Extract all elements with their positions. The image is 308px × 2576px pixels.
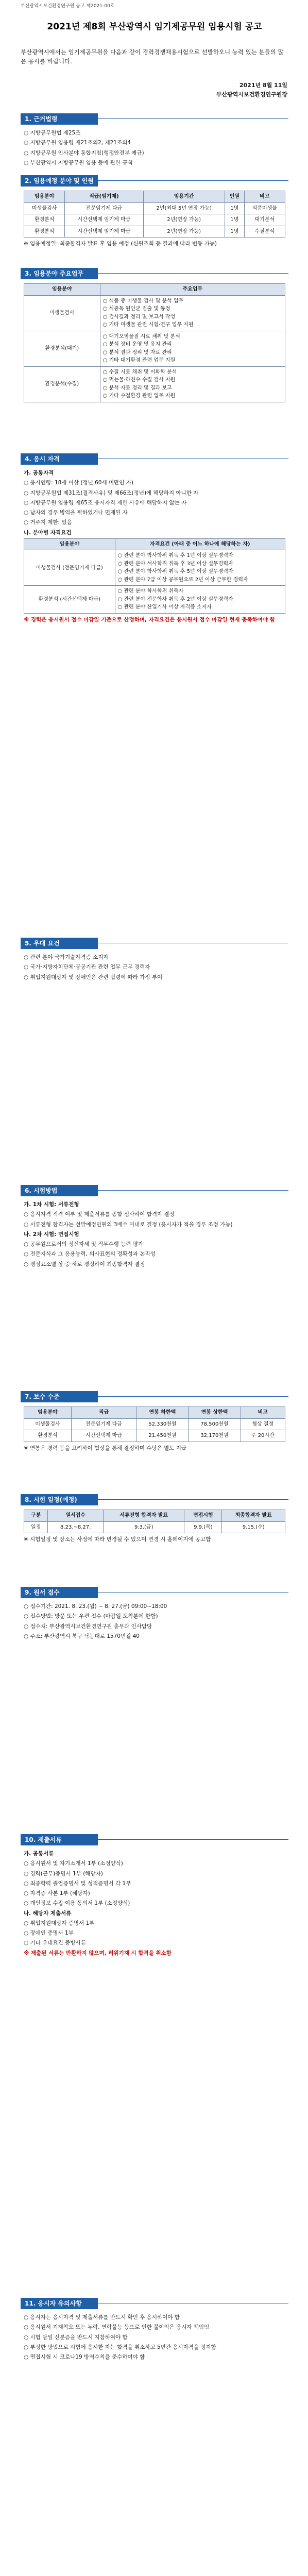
table-cell: 시간선택제 마급 bbox=[71, 1430, 136, 1442]
caution-item: ○ 시험 당일 신분증을 반드시 지참하여야 함 bbox=[24, 2334, 128, 2341]
positions-note: ※ 임용예정일: 최종합격자 발표 후 임용 예정 (신원조회 등 결과에 따라 변동 가능) bbox=[24, 241, 217, 247]
docs-a-list bbox=[24, 1859, 285, 1907]
caution-item: ○ 부정한 방법으로 시험에 응시한 자는 합격을 취소하고 5년간 응시자격을 정지함 bbox=[24, 2344, 216, 2350]
pay-table bbox=[24, 1406, 285, 1442]
table-header-cell: 임용분야 bbox=[24, 1407, 72, 1419]
duties-block bbox=[24, 283, 285, 402]
table-cell: 미생물검사 bbox=[24, 202, 65, 214]
section-positions: 2. 임용예정 분야 및 인원 bbox=[21, 175, 98, 187]
method-a-list bbox=[24, 1210, 285, 1229]
table-cell: ○ 식품 중 미생물 검사 및 분석 업무 ○ 식중독 원인균 검출 및 동정 ○ 검사결과 정리 및 보고서 작성 ○ 기타 미생물 관련 시험·연구 업무 지원 bbox=[100, 295, 285, 331]
section-caution: 11. 응시자 유의사항 bbox=[21, 2298, 98, 2309]
caution-item: ○ 응시원서 기재착오 또는 누락, 연락불능 등으로 인한 불이익은 응시자 책임임 bbox=[24, 2324, 210, 2331]
docs-a-item: ○ 경력(근무)증명서 1부 (해당자) bbox=[24, 1870, 103, 1877]
table-row bbox=[24, 226, 285, 238]
table-cell: 9.3.(금) bbox=[103, 1521, 184, 1533]
law-item: ○ 부산광역시 지방공무원 임용 등에 관한 규칙 bbox=[24, 159, 133, 166]
table-header-cell: 자격요건 (아래 중 어느 하나에 해당하는 자) bbox=[115, 538, 285, 550]
apply-item: ○ 접수처: 부산광역시보건환경연구원 총무과 인사담당 bbox=[24, 1623, 152, 1630]
table-header-row bbox=[24, 284, 285, 296]
apply-item: ○ 접수기간: 2021. 8. 23.(월) ~ 8. 27.(금) 09:00~18:00 bbox=[24, 1603, 167, 1609]
table-row bbox=[24, 295, 285, 331]
docs-b-item: ○ 기타 우대요건 증빙서류 bbox=[24, 1940, 86, 1946]
table-cell: 1명 bbox=[225, 214, 244, 226]
docs-b-item: ○ 취업지원대상자 증명서 1부 bbox=[24, 1920, 95, 1926]
docs-b-title: 나. 해당자 제출서류 bbox=[24, 1910, 72, 1917]
table-cell: ○ 관련 분야 학사학위 취득자 ○ 관련 분야 전문학사 취득 후 2년 이상 실무경력자 ○ 관련 분야 산업기사 이상 자격증 소지자 bbox=[115, 586, 285, 614]
table-cell: 2년(최대 5년 연장 가능) bbox=[143, 202, 225, 214]
table-row bbox=[24, 586, 285, 614]
table-cell: 미생물검사 bbox=[24, 1418, 72, 1430]
table-row bbox=[24, 214, 285, 226]
table-cell: 환경분석 bbox=[24, 226, 65, 238]
caution-item: ○ 응시자는 응시자격 및 제출서류를 반드시 확인 후 응시하여야 함 bbox=[24, 2314, 180, 2320]
table-cell: 환경분석 bbox=[24, 214, 65, 226]
docs-a-item: ○ 개인정보 수집·이용 동의서 1부 (소정양식) bbox=[24, 1900, 130, 1907]
method-a-item: ○ 서류전형 합격자는 선발예정인원의 3배수 이내로 결정 (응시자가 적을 경우 조정 가능) bbox=[24, 1221, 233, 1228]
table-row bbox=[24, 1430, 285, 1442]
law-list bbox=[24, 129, 285, 168]
method-b-item: ○ 공무원으로서의 정신자세 및 직무수행 능력 평가 bbox=[24, 1241, 144, 1248]
law-item: ○ 지방공무원 인사분야 통합지침(행정안전부 예규) bbox=[24, 149, 144, 156]
table-row bbox=[24, 331, 285, 366]
duties-table bbox=[24, 283, 285, 402]
table-header-cell: 직급 bbox=[71, 1407, 136, 1419]
table-header-cell: 임용분야 bbox=[24, 538, 115, 550]
docs-a-item: ○ 응시원서 및 자기소개서 1부 (소정양식) bbox=[24, 1860, 123, 1867]
caution-item: ○ 면접시험 시 코로나19 방역수칙을 준수하여야 함 bbox=[24, 2354, 145, 2361]
table-cell: ○ 수질 시료 채취 및 이화학 분석 ○ 먹는물·하천수 수질 검사 지원 ○ 분석 자료 정리 및 결과 보고 ○ 기타 수질환경 관련 업무 지원 bbox=[100, 366, 285, 402]
table-cell: 식품미생물 bbox=[244, 202, 285, 214]
table-cell: ○ 대기오염물질 시료 채취 및 분석 ○ 분석 장비 운영 및 유지 관리 ○ 분석 결과 정리 및 자료 관리 ○ 기타 대기환경 관련 업무 지원 bbox=[100, 331, 285, 366]
section-docs: 10. 제출서류 bbox=[21, 1834, 98, 1845]
method-b-list bbox=[24, 1240, 285, 1268]
table-header-cell: 연봉 상한액 bbox=[189, 1407, 241, 1419]
table-header-cell: 인원 bbox=[225, 191, 244, 203]
section-duties: 3. 임용분야 주요업무 bbox=[21, 268, 98, 279]
table-cell: 32,170천원 bbox=[189, 1430, 241, 1442]
table-header-row bbox=[24, 1407, 285, 1419]
table-cell: 환경분석(대기) bbox=[24, 331, 100, 366]
table-cell: 환경분석(수질) bbox=[24, 366, 100, 402]
positions-table bbox=[24, 191, 285, 238]
announce-date: 2021년 8월 11일 bbox=[239, 82, 287, 89]
table-cell: ○ 관련 분야 박사학위 취득 후 1년 이상 실무경력자 ○ 관련 분야 석사학위 취득 후 3년 이상 실무경력자 ○ 관련 분야 학사학위 취득 후 5년 이상 실무경력자 ○ 관련 분야 7급 이상 공무원으로 2년 이상 근무한 경력자 bbox=[115, 550, 285, 586]
table-header-cell: 비고 bbox=[244, 191, 285, 203]
table-cell: 2년(연장 가능) bbox=[143, 214, 225, 226]
table-cell: 전문임기제 다급 bbox=[71, 1418, 136, 1430]
table-cell: 시간선택제 임기제 마급 bbox=[65, 226, 143, 238]
pref-item: ○ 취업지원대상자 및 장애인은 관련 법령에 따라 가점 부여 bbox=[24, 974, 163, 980]
table-cell: 대기분석 bbox=[244, 214, 285, 226]
table-cell: 78,500천원 bbox=[189, 1418, 241, 1430]
intro-text: 부산광역시에서는 임기제공무원을 다음과 같이 경력경쟁채용시험으로 선발하오니 능력 있는 분들의 많은 응시를 바랍니다. bbox=[21, 48, 284, 65]
docs-note: ※ 제출된 서류는 반환하지 않으며, 허위기재 시 합격을 취소함 bbox=[24, 1950, 172, 1956]
pref-item: ○ 관련 분야 국가기술자격증 소지자 bbox=[24, 954, 109, 960]
qual-block bbox=[24, 469, 285, 625]
table-header-cell: 구분 bbox=[24, 1510, 48, 1522]
qual-note: ※ 경력은 응시원서 접수 마감일 기준으로 산정하며, 자격요건은 응시원서 접수 마감일 현재 충족하여야 함 bbox=[24, 616, 275, 623]
table-cell: 52,330천원 bbox=[136, 1418, 189, 1430]
table-row bbox=[24, 1521, 285, 1533]
table-cell: 일정 bbox=[24, 1521, 48, 1533]
table-header-cell: 직급(임기제) bbox=[65, 191, 143, 203]
apply-list bbox=[24, 1602, 285, 1642]
qual-common-item: ○ 지방공무원법 제31조(결격사유) 및 제66조(정년)에 해당하지 아니한 자 bbox=[24, 489, 199, 496]
table-header-cell: 주요업무 bbox=[100, 284, 285, 296]
table-row bbox=[24, 550, 285, 586]
docs-a-item: ○ 자격증 사본 1부 (해당자) bbox=[24, 1890, 90, 1897]
table-cell: 1명 bbox=[225, 226, 244, 238]
section-preference: 5. 우대 요건 bbox=[21, 938, 98, 949]
table-header-cell: 임용분야 bbox=[24, 284, 100, 296]
table-cell: 주 20시간 bbox=[241, 1430, 285, 1442]
table-cell: 전문임기제 다급 bbox=[65, 202, 143, 214]
table-row bbox=[24, 366, 285, 402]
docs-b-item: ○ 장애인 증명서 1부 bbox=[24, 1930, 74, 1937]
table-cell: 9.15.(수) bbox=[222, 1521, 285, 1533]
schedule-note: ※ 시험일정 및 장소는 사정에 따라 변경될 수 있으며 변경 시 홈페이지에 공고함 bbox=[24, 1536, 211, 1543]
top-note: 부산광역시보건환경연구원 공고 제2021-00호 bbox=[21, 4, 115, 9]
table-header-cell: 연봉 하한액 bbox=[136, 1407, 189, 1419]
method-block bbox=[24, 1200, 285, 1270]
table-cell: 미생물검사 (전문임기제 다급) bbox=[24, 550, 115, 586]
page-title: 2021년 제8회 부산광역시 임기제공무원 임용시험 공고 bbox=[47, 22, 262, 32]
qual-common-item: ○ 응시연령: 18세 이상 (정년 60세 미만인 자) bbox=[24, 480, 133, 486]
table-header-cell: 최종합격자 발표 bbox=[222, 1510, 285, 1522]
qual-common-item: ○ 남자의 경우 병역을 필하였거나 면제된 자 bbox=[24, 510, 128, 516]
method-a-title: 가. 1차 시험: 서류전형 bbox=[24, 1201, 79, 1208]
method-b-item: ○ 전문지식과 그 응용능력, 의사표현의 정확성과 논리성 bbox=[24, 1251, 156, 1258]
section-pay: 7. 보수 수준 bbox=[21, 1391, 98, 1402]
table-header-row bbox=[24, 1510, 285, 1522]
qual-common-list bbox=[24, 479, 285, 527]
table-cell: 환경분석 (시간선택제 마급) bbox=[24, 586, 115, 614]
table-cell: 1명 bbox=[225, 202, 244, 214]
qual-table bbox=[24, 538, 285, 614]
docs-b-list bbox=[24, 1919, 285, 1947]
table-header-row bbox=[24, 538, 285, 550]
apply-item: ○ 주소: 부산광역시 북구 낙동대로 1570번길 40 bbox=[24, 1633, 140, 1639]
table-cell: 협상 결정 bbox=[241, 1418, 285, 1430]
table-header-row bbox=[24, 191, 285, 203]
table-cell: 미생물검사 bbox=[24, 295, 100, 331]
table-cell: 2년(연장 가능) bbox=[143, 226, 225, 238]
section-schedule: 8. 시험 일정(예정) bbox=[21, 1494, 98, 1505]
pref-list bbox=[24, 953, 285, 983]
qual-specific-title: 나. 분야별 자격요건 bbox=[24, 529, 72, 536]
law-item: ○ 지방공무원 임용령 제21조의2, 제21조의4 bbox=[24, 140, 131, 146]
table-cell: 8.23.~8.27. bbox=[48, 1521, 104, 1533]
table-cell: 환경분석 bbox=[24, 1430, 72, 1442]
table-cell: 시간선택제 임기제 마급 bbox=[65, 214, 143, 226]
table-header-cell: 면접시험 bbox=[184, 1510, 222, 1522]
section-qualification: 4. 응시 자격 bbox=[21, 453, 98, 465]
table-cell: 수질분석 bbox=[244, 226, 285, 238]
table-header-cell: 임용기간 bbox=[143, 191, 225, 203]
table-header-cell: 원서접수 bbox=[48, 1510, 104, 1522]
table-header-cell: 서류전형 합격자 발표 bbox=[103, 1510, 184, 1522]
table-row bbox=[24, 202, 285, 214]
section-apply: 9. 원서 접수 bbox=[21, 1587, 98, 1598]
table-row bbox=[24, 1418, 285, 1430]
pay-note: ※ 연봉은 경력 등을 고려하여 협상을 통해 결정하며 수당은 별도 지급 bbox=[24, 1445, 187, 1451]
table-header-cell: 비고 bbox=[241, 1407, 285, 1419]
announce-org: 부산광역시보건환경연구원장 bbox=[216, 91, 287, 98]
method-b-item: ○ 평정요소별 상·중·하로 평정하여 최종합격자 결정 bbox=[24, 1261, 145, 1267]
qual-common-title: 가. 공통자격 bbox=[24, 470, 54, 476]
qual-common-item: ○ 거주지 제한: 없음 bbox=[24, 519, 72, 526]
docs-a-item: ○ 최종학력 졸업증명서 및 성적증명서 각 1부 bbox=[24, 1880, 131, 1887]
law-item: ○ 지방공무원법 제25조 bbox=[24, 130, 81, 136]
table-header-cell: 임용분야 bbox=[24, 191, 65, 203]
pay-block bbox=[24, 1406, 285, 1454]
table-cell: 21,450천원 bbox=[136, 1430, 189, 1442]
apply-item: ○ 접수방법: 방문 또는 우편 접수 (마감일 도착분에 한함) bbox=[24, 1613, 158, 1620]
table-cell: 9.9.(목) bbox=[184, 1521, 222, 1533]
schedule-block bbox=[24, 1510, 285, 1545]
method-b-title: 나. 2차 시험: 면접시험 bbox=[24, 1231, 79, 1238]
caution-list bbox=[24, 2313, 285, 2363]
schedule-table bbox=[24, 1510, 285, 1533]
method-a-item: ○ 응시자격 적격 여부 및 제출서류를 종합 심사하여 합격자 결정 bbox=[24, 1211, 175, 1218]
qual-common-item: ○ 지방공무원 임용령 제65조 응시자격 제한 사유에 해당하지 않는 자 bbox=[24, 499, 187, 506]
section-method: 6. 시험방법 bbox=[21, 1185, 98, 1196]
docs-a-title: 가. 공통서류 bbox=[24, 1851, 54, 1857]
section-law: 1. 근거법령 bbox=[21, 113, 98, 125]
positions-block bbox=[24, 191, 285, 249]
pref-item: ○ 국가·지방자치단체·공공기관 관련 업무 근무 경력자 bbox=[24, 964, 150, 971]
docs-block bbox=[24, 1850, 285, 1959]
